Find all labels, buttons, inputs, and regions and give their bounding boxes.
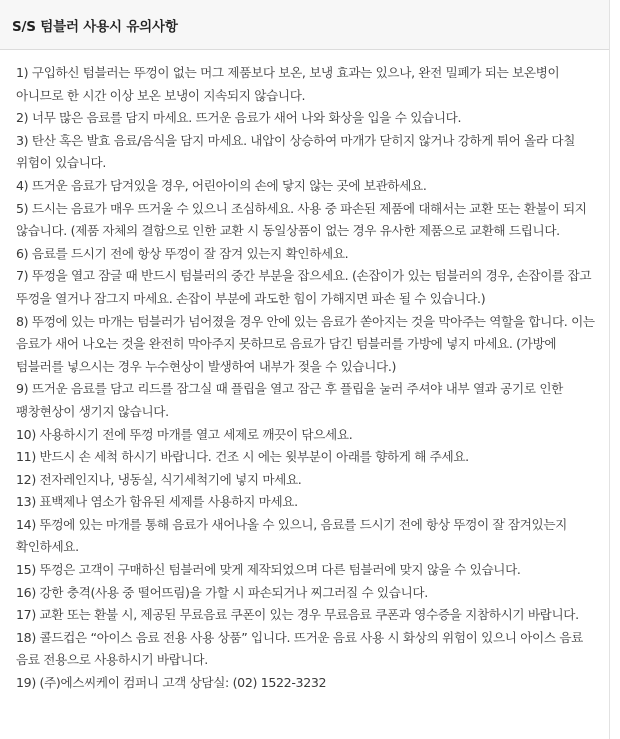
section-header — [0, 0, 609, 50]
section-title: S/S 텀블러 사용시 유의사항 — [12, 18, 178, 35]
precaution-item-15: 15) 뚜껑은 고객이 구매하신 텀블러에 맞게 제작되었으며 다른 텀블러에 맞지 않을 수 있습니다. — [16, 562, 521, 578]
precaution-item-7: 7) 뚜껑을 열고 잠글 때 반드시 텀블러의 중간 부분을 잡으세요. (손잡이가 있는 텀블러의 경우, 손잡이를 잡고 뚜껑을 열거나 잠그지 마세요. 손잡이 부분에 과도한 힘이 가해지면 파손 될 수 있습니다.) — [16, 268, 592, 306]
precaution-item-13: 13) 표백제나 염소가 함유된 세제를 사용하지 마세요. — [16, 494, 298, 510]
precaution-item-17: 17) 교환 또는 환불 시, 제공된 무료음료 쿠폰이 있는 경우 무료음료 쿠폰과 영수증을 지참하시기 바랍니다. — [16, 607, 579, 623]
precaution-item-16: 16) 강한 충격(사용 중 떨어뜨림)을 가할 시 파손되거나 찌그러질 수 있습니다. — [16, 584, 428, 600]
precaution-item-11: 11) 반드시 손 세척 하시기 바랍니다. 건조 시 에는 윗부분이 아래를 향하게 해 주세요. — [16, 449, 469, 465]
precaution-item-1: 1) 구입하신 텀블러는 뚜껑이 없는 머그 제품보다 보온, 보냉 효과는 있으나, 완전 밀폐가 되는 보온병이 아니므로 한 시간 이상 보온 보냉이 지속되지 않습니다. — [16, 65, 560, 103]
precaution-item-18: 18) 콜드컵은 “아이스 음료 전용 사용 상품” 입니다. 뜨거운 음료 사용 시 화상의 위험이 있으니 아이스 음료 음료 전용으로 사용하시기 바랍니다. — [16, 629, 583, 668]
precaution-item-3: 3) 탄산 혹은 발효 음료/음식을 담지 마세요. 내압이 상승하여 마개가 닫히지 않거나 강하게 튀어 올라 다칠 위험이 있습니다. — [16, 132, 576, 171]
precaution-item-14: 14) 뚜껑에 있는 마개를 통해 음료가 새어나올 수 있으니, 음료를 드시기 전에 항상 뚜껑이 잘 잠겨있는지 확인하세요. — [16, 516, 567, 555]
precautions-list — [0, 50, 609, 695]
precaution-item-12: 12) 전자레인지나, 냉동실, 식기세척기에 넣지 마세요. — [16, 471, 302, 487]
precaution-item-9: 9) 뜨거운 음료를 담고 리드를 잠그실 때 플립을 열고 잠근 후 플립을 눌러 주셔야 내부 열과 공기로 인한 팽창현상이 생기지 않습니다. — [16, 381, 563, 419]
precaution-item-8: 8) 뚜껑에 있는 마개는 텀블러가 넘어졌을 경우 안에 있는 음료가 쏟아지는 것을 막아주는 역할을 합니다. 이는 음료가 새어 나오는 것을 완전히 막아주지 못하므로 음료가 담긴 텀블러를 가방에 넣지 마세요. (가방에 텀블러를 넣으시는 경우 누수현상이 발생하여 내부가 젖을 수 있습니다.) — [16, 313, 595, 374]
precaution-item-19: 19) (주)에스씨케이 컴퍼니 고객 상담실: (02) 1522-3232 — [16, 675, 327, 691]
precaution-item-5: 5) 드시는 음료가 매우 뜨거울 수 있으니 조심하세요. 사용 중 파손된 제품에 대해서는 교환 또는 환불이 되지 않습니다. (제품 자체의 결함으로 인한 교환 시 동일상품이 없는 경우 유사한 제품으로 교환해 드립니다. — [16, 200, 587, 239]
precaution-item-2: 2) 너무 많은 음료를 담지 마세요. 뜨거운 음료가 새어 나와 화상을 입을 수 있습니다. — [16, 110, 462, 126]
precaution-item-4: 4) 뜨거운 음료가 담겨있을 경우, 어린아이의 손에 닿지 않는 곳에 보관하세요. — [16, 177, 427, 193]
precaution-item-6: 6) 음료를 드시기 전에 항상 뚜껑이 잘 잠겨 있는지 확인하세요. — [16, 245, 349, 261]
precaution-item-10: 10) 사용하시기 전에 뚜껑 마개를 열고 세제로 깨끗이 닦으세요. — [16, 426, 353, 442]
